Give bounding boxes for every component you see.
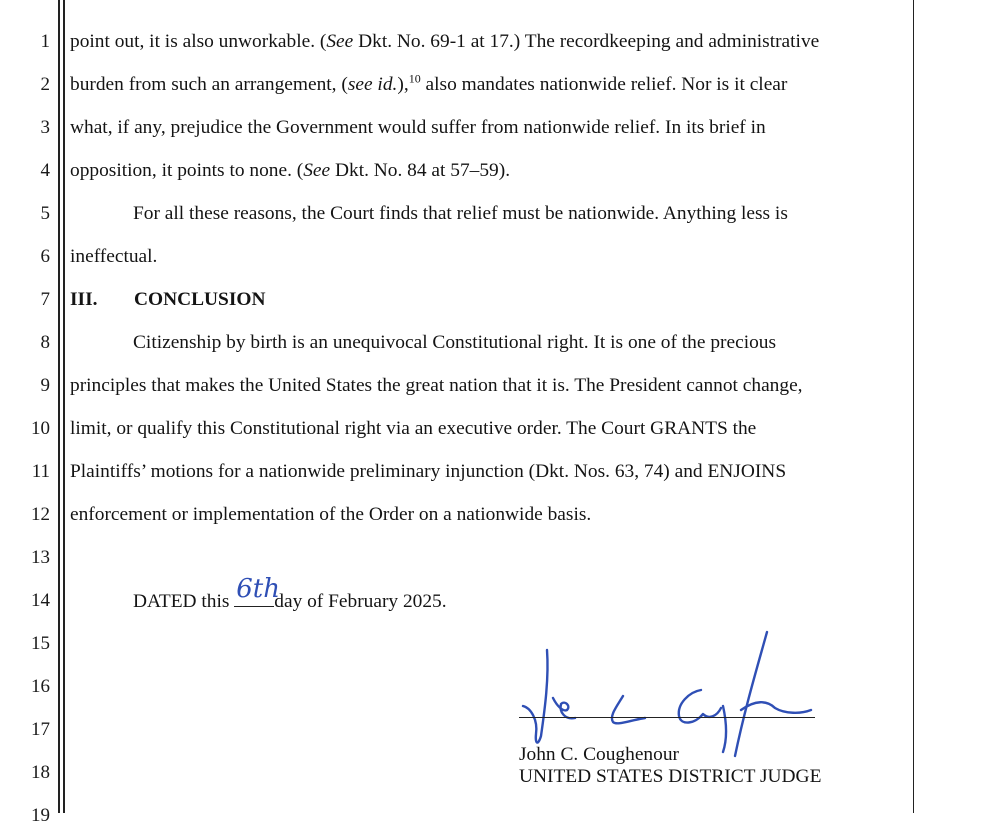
line-number: 12 — [31, 504, 50, 525]
line-number: 9 — [40, 375, 50, 396]
line-number: 13 — [31, 547, 50, 568]
body-line: principles that makes the United States the great nation that it is. The President cannot change, — [70, 375, 803, 396]
body-line: opposition, it points to none. (See Dkt. No. 84 at 57–59). — [70, 160, 511, 181]
body-line: point out, it is also unworkable. (See Dkt. No. 69-1 at 17.) The recordkeeping and administrative — [70, 31, 820, 52]
handwritten-day: 6th — [236, 574, 281, 604]
date-blank — [234, 574, 281, 607]
right-margin-rule — [913, 0, 914, 813]
footnote-marker: 10 — [408, 71, 421, 86]
line-number: 4 — [40, 160, 50, 181]
body-line: what, if any, prejudice the Government would suffer from nationwide relief. In its brief in — [70, 117, 766, 138]
line-number: 7 — [40, 289, 50, 310]
line-number: 11 — [31, 461, 50, 482]
body-line: burden from such an arrangement, (see id.),$^{10}$ also mandates nationwide relief. Nor is it clear — [70, 71, 788, 95]
line-number: 1 — [40, 31, 50, 52]
body-line: limit, or qualify this Constitutional right via an executive order. The Court GRANTS the — [70, 418, 757, 439]
line-number: 14 — [31, 590, 50, 611]
signature-line — [519, 717, 815, 718]
line-number: 2 — [40, 74, 50, 95]
line-number: 3 — [40, 117, 50, 138]
body-line: enforcement or implementation of the Order on a nationwide basis. — [70, 504, 592, 525]
signature-strokes — [523, 632, 811, 756]
left-margin-rule — [58, 0, 60, 813]
line-number: 6 — [40, 246, 50, 267]
judge-name: John C. Coughenour — [519, 744, 679, 765]
line-number: 19 — [31, 805, 50, 826]
line-number: 16 — [31, 676, 50, 697]
body-line: Plaintiffs’ motions for a nationwide preliminary injunction (Dkt. Nos. 63, 74) and ENJOINS — [70, 461, 787, 482]
body-line: ineffectual. — [70, 246, 158, 267]
left-margin-rule-inner — [63, 0, 65, 813]
judge-signature — [505, 628, 825, 758]
line-number: 15 — [31, 633, 50, 654]
line-number: 10 — [31, 418, 50, 439]
line-number: 8 — [40, 332, 50, 353]
dated-line: DATED this 6th day of February 2025. — [133, 574, 447, 612]
line-number: 5 — [40, 203, 50, 224]
body-line: For all these reasons, the Court finds that relief must be nationwide. Anything less is — [133, 203, 788, 224]
body-line: Citizenship by birth is an unequivocal Constitutional right. It is one of the precious — [133, 332, 777, 353]
judge-title: UNITED STATES DISTRICT JUDGE — [519, 766, 822, 787]
line-number: 17 — [31, 719, 50, 740]
section-heading: III. CONCLUSION — [70, 289, 266, 310]
line-number: 18 — [31, 762, 50, 783]
